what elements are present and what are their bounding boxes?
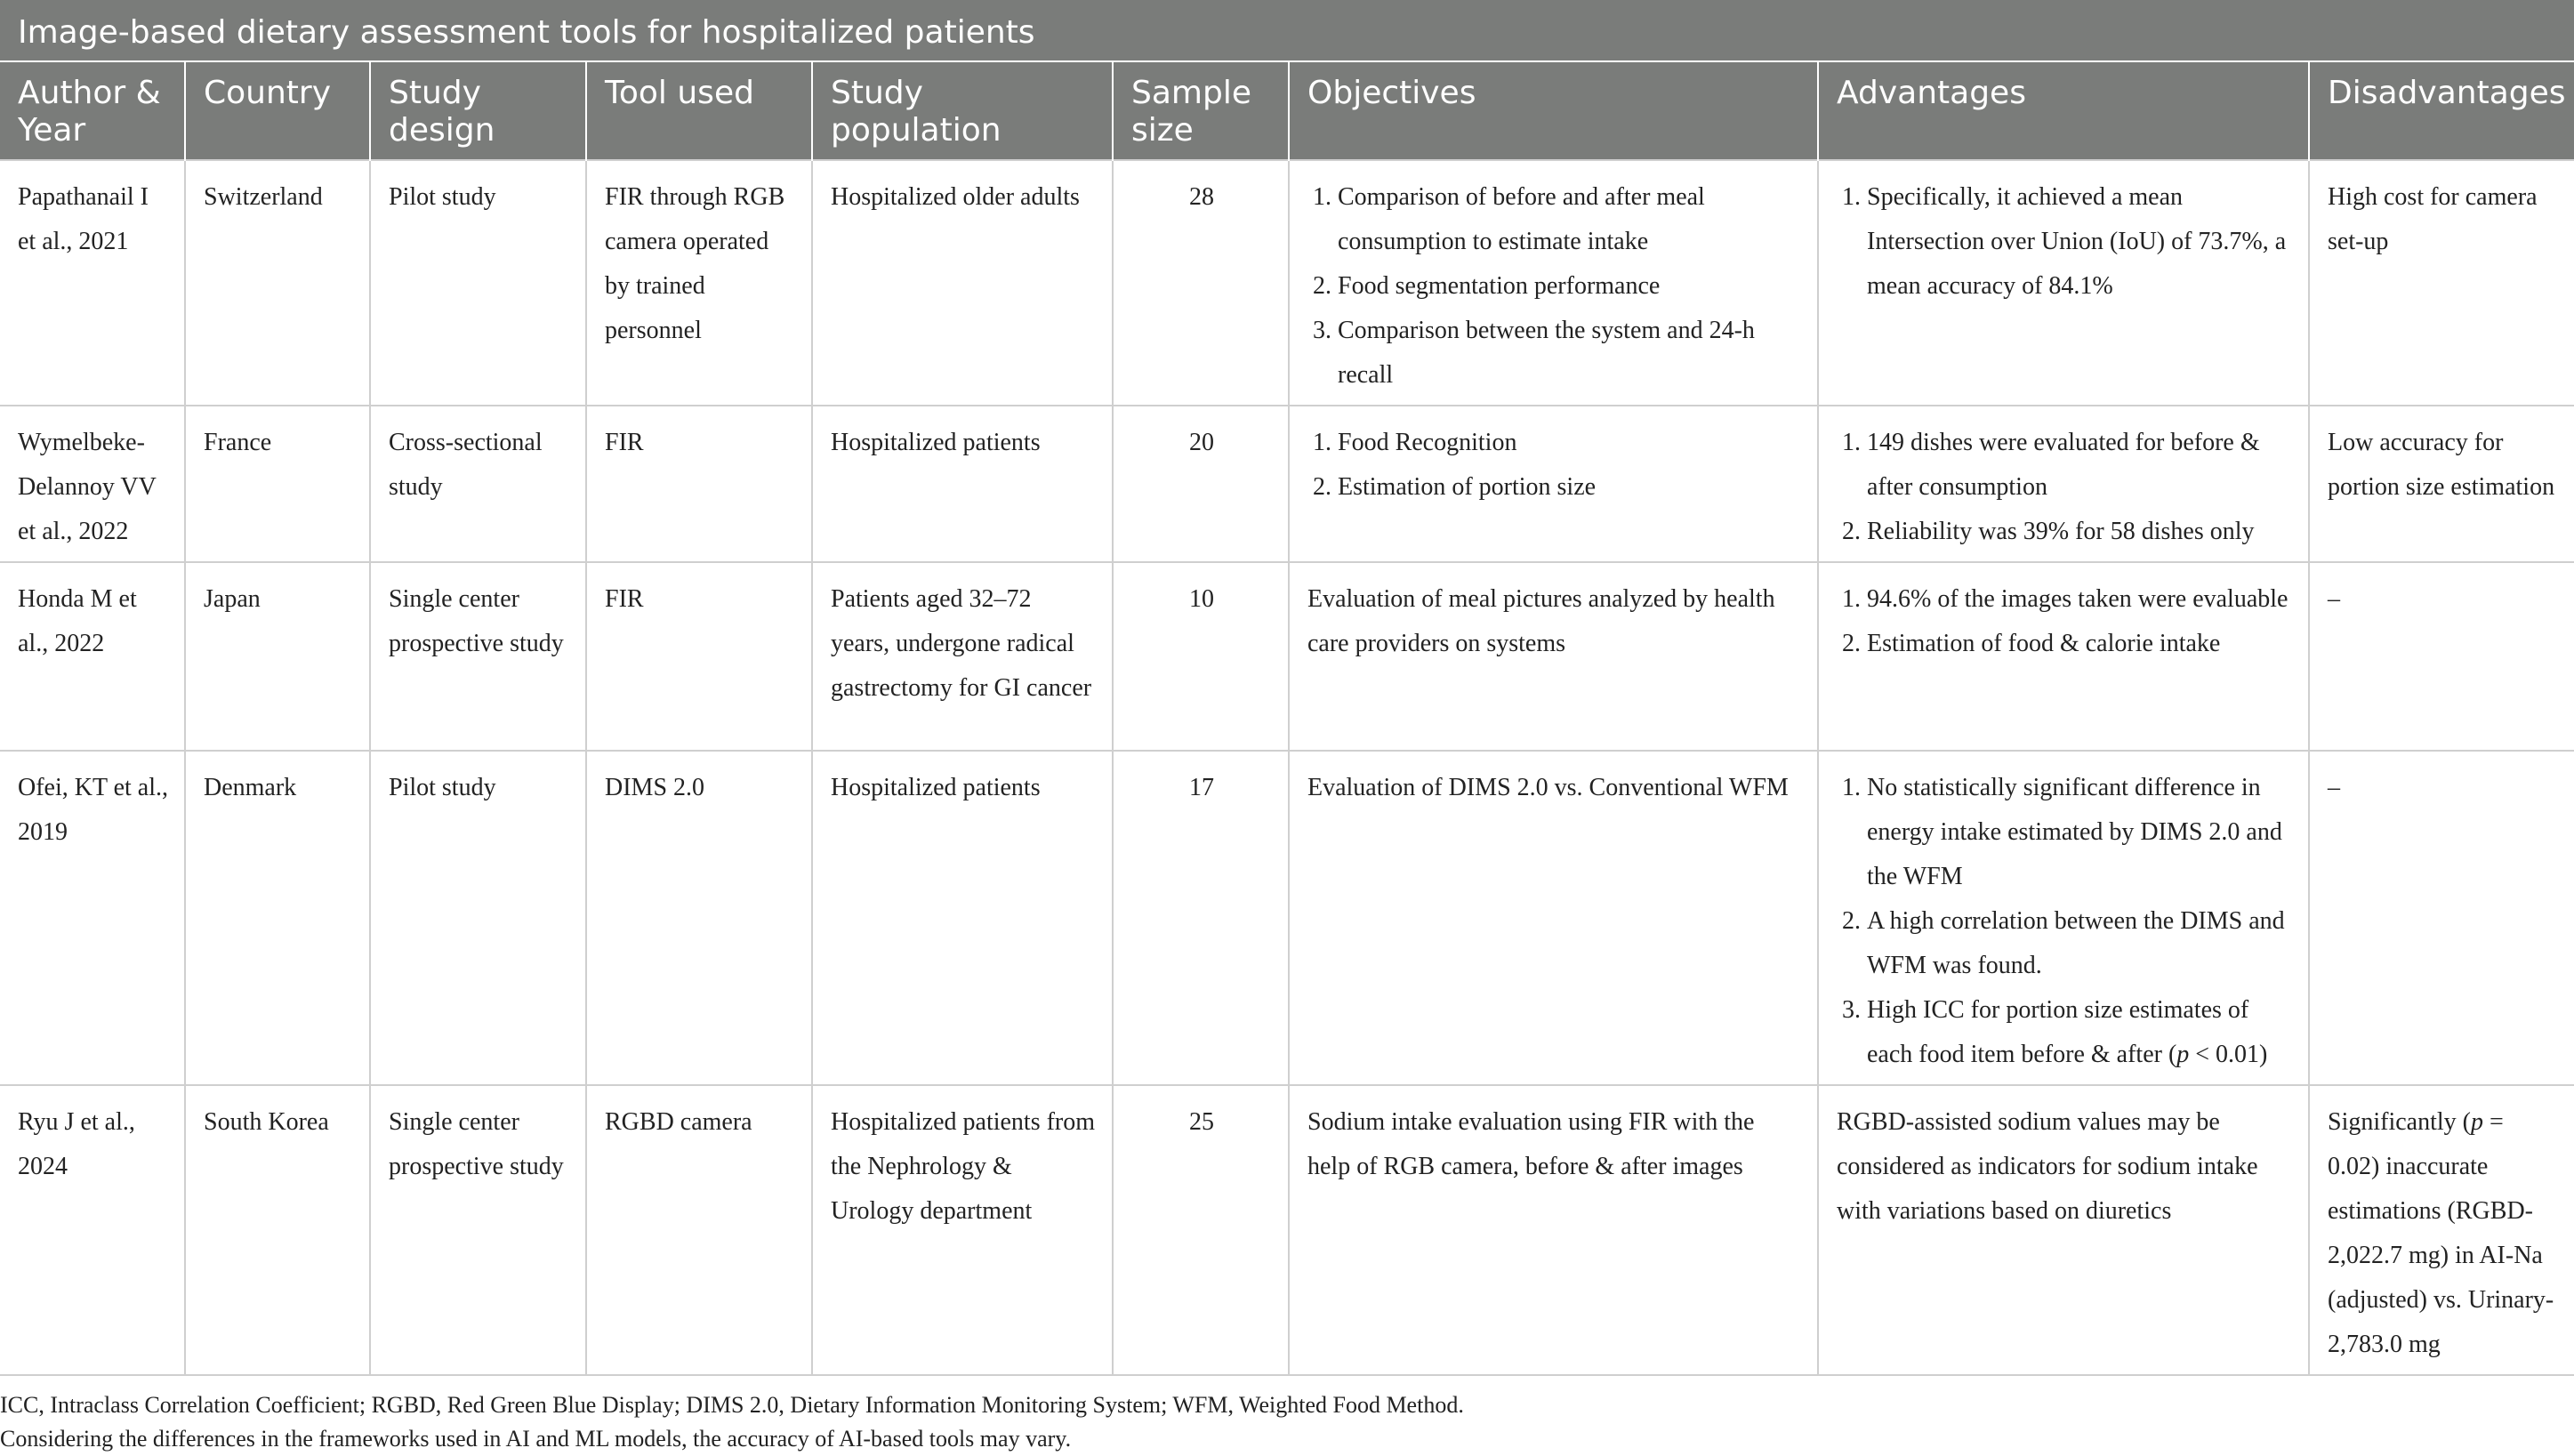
cell-tool: FIR through RGB camera operated by trained personnel: [586, 160, 812, 406]
col-header-sample: Sample size: [1113, 62, 1289, 160]
cell-sample: 25: [1113, 1085, 1289, 1375]
list-item: [1867, 988, 2292, 1077]
list-item: 1. 149 dishes were evaluated for before & after consumption: [1867, 421, 2292, 510]
text-run: < 0.01): [2189, 1041, 2268, 1068]
cell-objectives: Evaluation of meal pictures analyzed by health care providers on systems: [1289, 562, 1818, 751]
cell-country: Switzerland: [185, 160, 370, 406]
col-header-population: Study population: [812, 62, 1113, 160]
cell-disadvantages: High cost for camera set-up: [2309, 160, 2574, 406]
cell-design: Pilot study: [370, 160, 586, 406]
cell-population: Hospitalized patients: [812, 406, 1113, 562]
col-header-disadvantages: Disadvantages: [2309, 62, 2574, 160]
table-row: [0, 751, 2574, 1085]
text-run: High ICC for portion size estimates of each food item before & after (: [1867, 996, 2249, 1068]
list-item: 2. Estimation of food & calorie intake: [1867, 622, 2292, 666]
cell-advantages: [1818, 406, 2309, 562]
col-header-advantages: Advantages: [1818, 62, 2309, 160]
col-header-country: Country: [185, 62, 370, 160]
cell-design: Single center prospective study: [370, 562, 586, 751]
col-header-design: Study design: [370, 62, 586, 160]
cell-sample: 20: [1113, 406, 1289, 562]
cell-sample: 28: [1113, 160, 1289, 406]
cell-objectives: [1289, 406, 1818, 562]
data-table: [0, 62, 2574, 1376]
cell-author: Honda M et al., 2022: [0, 562, 185, 751]
footnote: ICC, Intraclass Correlation Coefficient; RGBD, Red Green Blue Display; DIMS 2.0, Dietary Information Monitoring System; WFM, Weighted Food Method.: [0, 1392, 1464, 1418]
cell-population: Patients aged 32–72 years, undergone radical gastrectomy for GI cancer: [812, 562, 1113, 751]
cell-tool: DIMS 2.0: [586, 751, 812, 1085]
cell-author: Papathanail I et al., 2021: [0, 160, 185, 406]
cell-country: France: [185, 406, 370, 562]
cell-sample: 17: [1113, 751, 1289, 1085]
cell-design: Pilot study: [370, 751, 586, 1085]
cell-advantages: [1818, 160, 2309, 406]
cell-disadvantages: Low accuracy for portion size estimation: [2309, 406, 2574, 562]
p-value-symbol: p: [2176, 1041, 2190, 1068]
cell-tool: FIR: [586, 562, 812, 751]
text-run: Significantly (: [2328, 1108, 2471, 1136]
table-row: [0, 562, 2574, 751]
footnote: Considering the differences in the frameworks used in AI and ML models, the accuracy of AI-based tools may vary.: [0, 1426, 1072, 1452]
cell-country: Denmark: [185, 751, 370, 1085]
cell-design: Single center prospective study: [370, 1085, 586, 1375]
cell-population: Hospitalized older adults: [812, 160, 1113, 406]
cell-tool: RGBD camera: [586, 1085, 812, 1375]
cell-author: Wymelbeke-Delannoy VV et al., 2022: [0, 406, 185, 562]
list-item: 1. Specifically, it achieved a mean Intersection over Union (IoU) of 73.7%, a mean accuracy of 84.1%: [1867, 175, 2292, 309]
cell-sample: 10: [1113, 562, 1289, 751]
cell-author: Ofei, KT et al., 2019: [0, 751, 185, 1085]
col-header-author: Author & Year: [0, 62, 185, 160]
list-item: 3. Comparison between the system and 24-h recall: [1338, 309, 1801, 398]
cell-design: Cross-sectional study: [370, 406, 586, 562]
table-row: [0, 406, 2574, 562]
list-item: 2. Food segmentation performance: [1338, 264, 1801, 309]
cell-objectives: Sodium intake evaluation using FIR with the help of RGB camera, before & after images: [1289, 1085, 1818, 1375]
col-header-tool: Tool used: [586, 62, 812, 160]
cell-advantages: RGBD-assisted sodium values may be considered as indicators for sodium intake with variations based on diuretics: [1818, 1085, 2309, 1375]
list-item: 2. Estimation of portion size: [1338, 465, 1801, 510]
list-item: 2. Reliability was 39% for 58 dishes only: [1867, 510, 2292, 554]
list-item: 1. Comparison of before and after meal consumption to estimate intake: [1338, 175, 1801, 264]
header-row: [0, 62, 2574, 160]
cell-disadvantages: –: [2309, 751, 2574, 1085]
cell-objectives: [1289, 160, 1818, 406]
list-item: 1. No statistically significant difference in energy intake estimated by DIMS 2.0 and the WFM: [1867, 766, 2292, 899]
table-row: [0, 1085, 2574, 1375]
cell-advantages: [1818, 751, 2309, 1085]
table-title: Image-based dietary assessment tools for hospitalized patients: [0, 0, 2574, 62]
cell-objectives: Evaluation of DIMS 2.0 vs. Conventional WFM: [1289, 751, 1818, 1085]
cell-population: Hospitalized patients from the Nephrology & Urology department: [812, 1085, 1113, 1375]
table-row: [0, 160, 2574, 406]
list-item: 2. A high correlation between the DIMS and WFM was found.: [1867, 899, 2292, 988]
cell-population: Hospitalized patients: [812, 751, 1113, 1085]
list-item: 1. Food Recognition: [1338, 421, 1801, 465]
table-footnotes: [0, 1376, 2574, 1456]
p-value-symbol: p: [2470, 1108, 2483, 1136]
cell-author: Ryu J et al., 2024: [0, 1085, 185, 1375]
cell-country: Japan: [185, 562, 370, 751]
text-run: = 0.02) inaccurate estimations (RGBD-2,022.7 mg) in AI-Na (adjusted) vs. Urinary-2,783.0 mg: [2328, 1108, 2554, 1358]
cell-disadvantages: [2309, 1085, 2574, 1375]
cell-tool: FIR: [586, 406, 812, 562]
list-item: 1. 94.6% of the images taken were evaluable: [1867, 577, 2292, 622]
cell-advantages: [1818, 562, 2309, 751]
col-header-objectives: Objectives: [1289, 62, 1818, 160]
cell-country: South Korea: [185, 1085, 370, 1375]
cell-disadvantages: –: [2309, 562, 2574, 751]
